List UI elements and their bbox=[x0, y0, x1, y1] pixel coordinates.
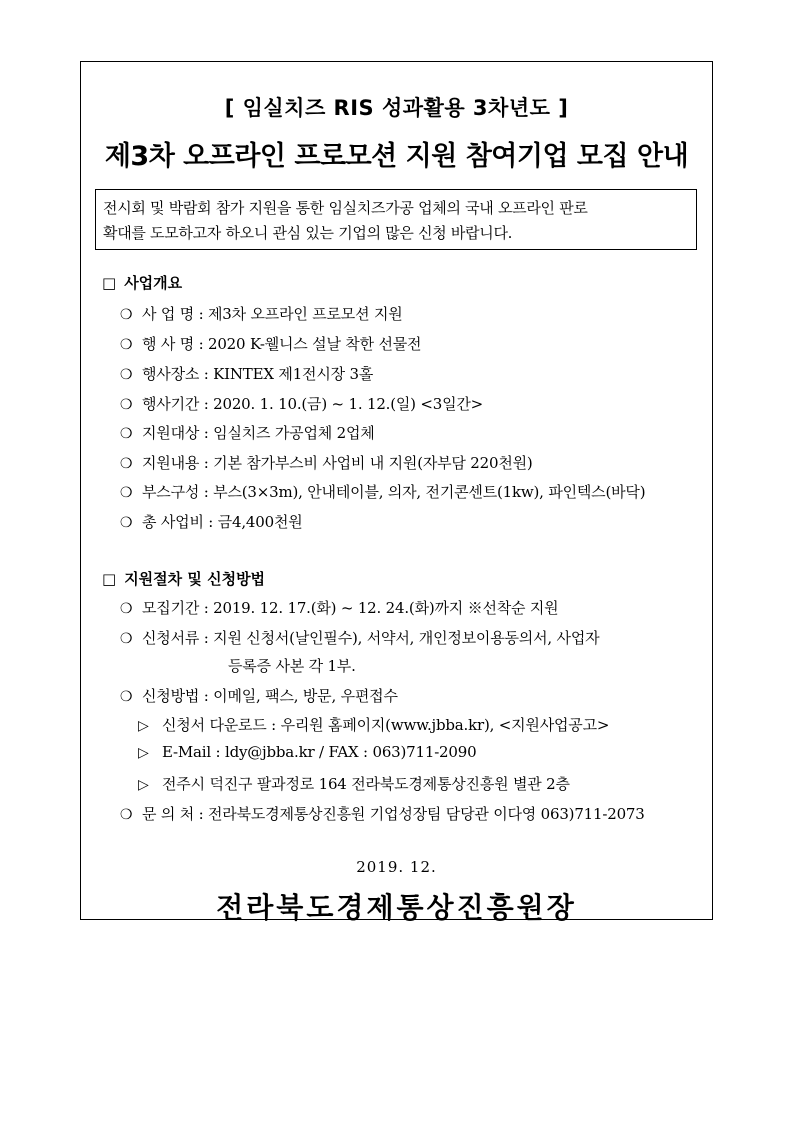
circle-bullet-icon: ❍ bbox=[120, 689, 133, 705]
list-item-text: 행사기간 : 2020. 1. 10.(금) ~ 1. 12.(일) <3일간> bbox=[142, 395, 484, 413]
list-item-documents-continued: 등록증 사본 각 1부. bbox=[228, 657, 356, 675]
section-heading-overview bbox=[102, 272, 182, 293]
circle-bullet-icon: ❍ bbox=[120, 485, 133, 501]
section-heading-label: 사업개요 bbox=[124, 274, 183, 292]
list-item bbox=[120, 363, 373, 384]
list-item bbox=[120, 452, 533, 473]
list-item-documents bbox=[120, 627, 599, 648]
list-item bbox=[120, 303, 403, 324]
sub-item-address bbox=[138, 773, 570, 794]
triangle-bullet-icon: ▷ bbox=[138, 718, 149, 734]
intro-box bbox=[95, 189, 697, 250]
list-item-text: 행 사 명 : 2020 K-웰니스 설날 착한 선물전 bbox=[142, 335, 422, 353]
square-bullet-icon: □ bbox=[102, 274, 117, 292]
square-bullet-icon: □ bbox=[102, 570, 117, 588]
document-subtitle: [ 임실치즈 RIS 성과활용 3차년도 ] bbox=[224, 96, 569, 120]
circle-bullet-icon: ❍ bbox=[120, 367, 133, 383]
document-title: 제3차 오프라인 프로모션 지원 참여기업 모집 안내 bbox=[104, 141, 689, 172]
sub-item-text: E-Mail : ldy@jbba.kr / FAX : 063)711-2090 bbox=[162, 743, 477, 761]
list-item bbox=[120, 393, 483, 414]
circle-bullet-icon: ❍ bbox=[120, 807, 133, 823]
circle-bullet-icon: ❍ bbox=[120, 307, 133, 323]
list-item bbox=[120, 481, 645, 502]
section-heading-label: 지원절차 및 신청방법 bbox=[124, 570, 266, 588]
list-item-text: 모집기간 : 2019. 12. 17.(화) ~ 12. 24.(화)까지 ※선착순 지원 bbox=[142, 599, 559, 617]
intro-line-2: 확대를 도모하고자 하오니 관심 있는 기업의 많은 신청 바랍니다. bbox=[103, 224, 513, 242]
list-item bbox=[120, 422, 375, 443]
sub-item-text: 신청서 다운로드 : 우리원 홈페이지(www.jbba.kr), <지원사업공고> bbox=[162, 716, 610, 734]
section-heading-procedure bbox=[102, 568, 265, 589]
circle-bullet-icon: ❍ bbox=[120, 426, 133, 442]
sub-item-email-fax bbox=[138, 743, 476, 761]
list-item-text: 지원대상 : 임실치즈 가공업체 2업체 bbox=[142, 424, 375, 442]
sub-item-text: 전주시 덕진구 팔과정로 164 전라북도경제통상진흥원 별관 2층 bbox=[162, 775, 570, 793]
list-item-method bbox=[120, 685, 398, 706]
triangle-bullet-icon: ▷ bbox=[138, 745, 149, 761]
circle-bullet-icon: ❍ bbox=[120, 631, 133, 647]
circle-bullet-icon: ❍ bbox=[120, 337, 133, 353]
triangle-bullet-icon: ▷ bbox=[138, 777, 149, 793]
circle-bullet-icon: ❍ bbox=[120, 456, 133, 472]
list-item-text: 지원내용 : 기본 참가부스비 사업비 내 지원(자부담 220천원) bbox=[142, 454, 533, 472]
list-item-text: 총 사업비 : 금4,400천원 bbox=[142, 513, 303, 531]
list-item-text: 부스구성 : 부스(3×3m), 안내테이블, 의자, 전기콘센트(1kw), 파인텍스(바닥) bbox=[142, 483, 646, 501]
list-item bbox=[120, 511, 303, 532]
list-item-text: 사 업 명 : 제3차 오프라인 프로모션 지원 bbox=[142, 305, 403, 323]
circle-bullet-icon: ❍ bbox=[120, 397, 133, 413]
list-item-text: 신청방법 : 이메일, 팩스, 방문, 우편접수 bbox=[142, 687, 398, 705]
list-item-text: 문 의 처 : 전라북도경제통상진흥원 기업성장팀 담당관 이다영 063)711-2073 bbox=[142, 805, 645, 823]
sub-item-download bbox=[138, 714, 609, 735]
issue-date: 2019. 12. bbox=[356, 858, 437, 876]
list-item-contact bbox=[120, 803, 645, 824]
list-item-text: 행사장소 : KINTEX 제1전시장 3홀 bbox=[142, 365, 374, 383]
list-item bbox=[120, 333, 421, 354]
circle-bullet-icon: ❍ bbox=[120, 515, 133, 531]
list-item-text: 신청서류 : 지원 신청서(날인필수), 서약서, 개인정보이용동의서, 사업자 bbox=[142, 629, 600, 647]
list-item-period bbox=[120, 597, 558, 618]
intro-line-1: 전시회 및 박람회 참가 지원을 통한 임실치즈가공 업체의 국내 오프라인 판로 bbox=[103, 199, 588, 217]
circle-bullet-icon: ❍ bbox=[120, 601, 133, 617]
issuer-signature: 전라북도경제통상진흥원장 bbox=[216, 891, 577, 924]
